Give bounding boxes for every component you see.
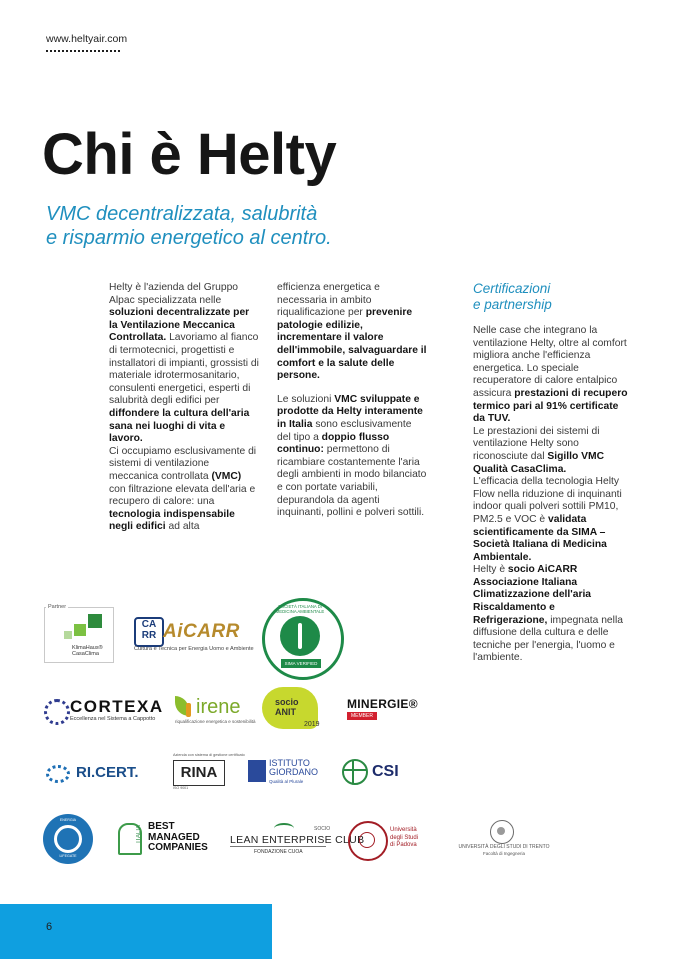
aicarr-tagline: Cultura e Tecnica per Energia Uomo e Ambiente: [134, 646, 254, 652]
text: Le soluzioni: [277, 393, 335, 405]
padova-line-2: degli Studi: [390, 834, 419, 841]
aicarr-logo-text: AiCARR: [163, 621, 240, 642]
text: Lavoriamo al fianco di termotecnici, progettisti e installatori di impianti, grossisti di materiale idrotermosanitario, consulenti energetici, esperti di salubrità degli edifici per: [109, 332, 259, 407]
text: L'efficacia della tecnologia Helty Flow nella riduzione di inquinanti indoor quali polveri sottili PM10, PM2.5 e VOC è: [473, 476, 622, 525]
klimahaus-square-icon: [88, 614, 102, 628]
text: sono esclusivamente del tipo a: [277, 418, 412, 443]
bold-text: prevenire patologie edilizie, incrementare il valore dell'immobile, salvaguardare il comfort e la salute delle persone.: [277, 307, 427, 382]
lifegate-e-icon: [54, 825, 82, 853]
anit-name: ANIT: [275, 707, 296, 717]
website-url: www.heltyair.com: [46, 33, 128, 45]
padova-seal-icon: [348, 821, 388, 861]
csi-cross-icon: [352, 761, 354, 783]
cortexa-ring-icon: [44, 699, 70, 725]
ricert-dots-icon: [46, 765, 70, 783]
klimahaus-text: [72, 645, 103, 657]
paragraph: [473, 325, 631, 665]
irene-figure-icon: [186, 703, 191, 717]
text: Ci occupiamo esclusivamente di sistemi di ventilazione meccanica controllata: [109, 445, 257, 482]
csi-logo-text: CSI: [372, 763, 399, 780]
giordano-logo-text: [269, 759, 318, 777]
page-title: Chi è Helty: [42, 122, 337, 187]
bold-text: Sigillo VMC Qualità CasaClima.: [473, 450, 605, 475]
klimahaus-name: KlimaHaus®: [72, 645, 103, 651]
text: Helty è: [473, 564, 508, 576]
irene-tagline: riqualificazione energetica e sostenibilità: [175, 719, 256, 724]
bold-text: validata scientificamente da SIMA – Società Italiana di Medicina Ambientale.: [473, 513, 607, 563]
text: impegnata nella diffusione della cultura e delle tecniche per l'energia, l'uomo e l'ambiente.: [473, 614, 623, 664]
padova-seal-inner-icon: [359, 832, 375, 848]
paragraph: [109, 282, 259, 534]
rina-caption: Azienda con sistema di gestione certificato: [173, 753, 245, 757]
cortexa-logo-text: CORTEXA: [70, 697, 164, 716]
giordano-line-2: GIORDANO: [269, 767, 319, 777]
certifications-title-line-1: Certificazioni: [473, 281, 551, 296]
klimahaus-partner-label: Partner: [48, 604, 67, 610]
minergie-member-badge: MEMBER: [347, 712, 377, 720]
body-column-1: [109, 282, 259, 534]
body-column-2: [277, 282, 427, 520]
lec-divider: [230, 846, 326, 847]
anit-socio: socio: [275, 697, 299, 707]
padova-logo-text: [390, 827, 418, 850]
lifegate-logo: [43, 814, 93, 864]
lifegate-top-text: ENERGIA: [59, 818, 77, 822]
padova-line-3: di Padova: [390, 842, 417, 848]
bold-text: soluzioni decentralizzate per la Ventilazione Meccanica Controllata.: [109, 307, 250, 344]
certifications-title: [473, 281, 552, 313]
sima-arc-text: SOCIETÀ ITALIANA DI MEDICINA AMBIENTALE: [275, 604, 325, 614]
anit-logo-text: [275, 697, 299, 717]
bmc-italia: ITALIA: [136, 825, 142, 843]
padova-line-1: Università: [390, 827, 417, 833]
csi-cross-icon: [344, 769, 366, 771]
lec-arc-icon: [274, 823, 294, 834]
text: efficienza energetica e necessaria in ambito riqualificazione per: [277, 282, 380, 319]
paragraph: [277, 394, 427, 520]
subtitle-line-2: e risparmio energetico al centro.: [46, 227, 332, 249]
bmc-line-3: COMPANIES: [148, 842, 208, 853]
rina-logo-text: RINA: [173, 760, 225, 786]
lec-socio: SOCIO: [314, 826, 331, 832]
bmc-line-1: BEST: [148, 821, 175, 832]
bold-text: tecnologia indispensabile negli edifici: [109, 508, 235, 533]
anit-year: 2019: [304, 721, 320, 728]
trento-tagline: Facoltà di Ingegneria: [482, 851, 526, 856]
text: Nelle case che integrano la ventilazione Helty, oltre al comfort migliora anche l'efficienza energetica. Lo speciale recuperatore di calore entalpico assicura: [473, 325, 627, 399]
page-number: 6: [46, 921, 53, 933]
sima-ribbon: SIMA VERIFIED: [281, 659, 321, 668]
text: ad alta: [165, 521, 200, 533]
bold-text: socio AiCARR Associazione Italiana Climatizzazione dell'aria Riscaldamento e Refrigerazione,: [473, 564, 592, 626]
text: Le prestazioni dei sistemi di ventilazione Helty sono riconosciute dal: [473, 425, 600, 462]
giordano-line-1: ISTITUTO: [269, 758, 310, 768]
bold-text: doppio flusso continuo:: [277, 431, 390, 456]
trento-logo-text: UNIVERSITÀ DEGLI STUDI DI TRENTO: [458, 844, 550, 850]
subtitle-line-1: VMC decentralizzata, salubrità: [46, 203, 318, 225]
lec-logo-text: LEAN ENTERPRISE CLUB: [230, 834, 365, 846]
ricert-logo-text: RI.CERT.: [76, 764, 139, 781]
certifications-title-line-2: e partnership: [473, 297, 552, 312]
csi-circle-icon: [342, 759, 368, 785]
giordano-tagline: Qualità al Plurale: [269, 779, 304, 784]
footer-accent-bar: [0, 904, 272, 959]
bold-text: VMC sviluppate e prodotte da Helty interamente in Italia: [277, 393, 423, 430]
aicarr-mark-icon: CA RR: [134, 617, 164, 647]
text: permettono di ricambiare costantemente l'aria degli ambienti in modo bilanciato e con portate variabili, depurandola da agenti inquinanti, pollini e polveri sottili.: [277, 444, 427, 519]
page-subtitle: [46, 202, 426, 250]
lec-tagline: FONDAZIONE CUOA: [254, 849, 303, 855]
sima-seal-logo: [262, 598, 344, 680]
lifegate-bottom-text: LIFEGATE: [59, 854, 77, 858]
sima-staff-icon: [298, 623, 302, 649]
minergie-logo-text: MINERGIE®: [347, 697, 418, 711]
klimahaus-square-icon: [74, 624, 86, 636]
trento-seal-icon: [490, 820, 514, 844]
text: Helty è l'azienda del Gruppo Alpac specializzata nelle: [109, 282, 239, 306]
giordano-mark-icon: [248, 760, 266, 782]
paragraph: [277, 282, 427, 383]
bmc-line-2: MANAGED: [148, 831, 200, 843]
irene-logo-text: irene: [196, 696, 241, 718]
bold-text: prestazioni di recupero termico pari al 91% certificate da TUV.: [473, 387, 628, 425]
certifications-column: [473, 325, 631, 665]
bold-text: diffondere la cultura dell'aria sana nei luoghi di vita e lavoro.: [109, 407, 250, 445]
dotted-divider: [46, 50, 120, 52]
cortexa-tagline: Eccellenza nel Sistema a Cappotto: [70, 716, 156, 722]
klimahaus-sub: CasaClima: [72, 651, 99, 657]
klimahaus-square-icon: [64, 631, 72, 639]
bmc-logo-text: [148, 822, 208, 854]
text: con filtrazione elevata dell'aria e recupero di calore: una: [109, 483, 256, 508]
rina-standard: ISO 9001: [173, 786, 189, 790]
bold-text: (VMC): [211, 470, 242, 482]
trento-seal-inner-icon: [497, 827, 505, 835]
